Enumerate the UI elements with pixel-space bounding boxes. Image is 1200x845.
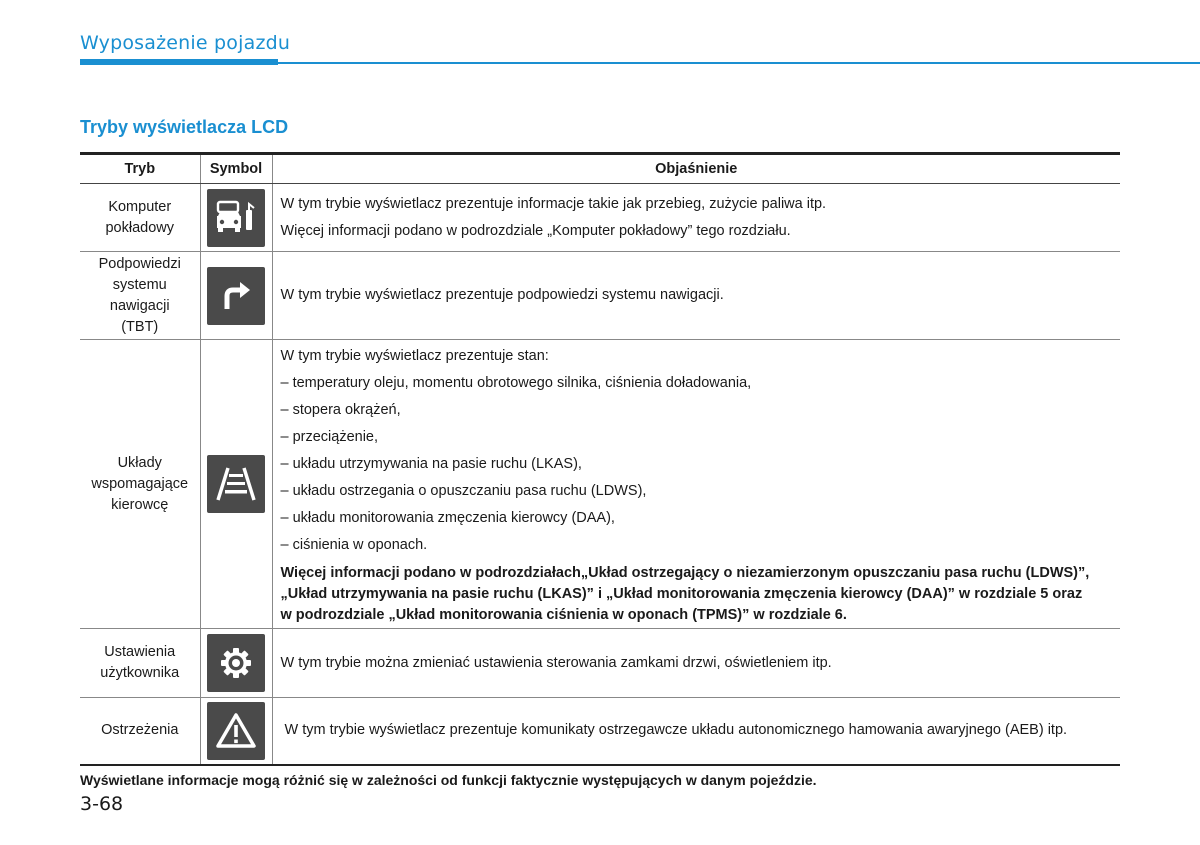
table-row-warnings [80,698,1120,765]
reference-note-line: Więcej informacji podano w podrozdziałach„Układ ostrzegający o niezamierzonym opuszczaniu pasa ruchu (LDWS)”, [280,564,1090,581]
table-row-user-settings [80,629,1120,698]
mode-cell [80,340,200,629]
table-row-driver-assistance [80,340,1120,629]
description-cell [272,252,1120,340]
symbol-cell [200,629,272,698]
description-line: – temperatury oleju, momentu obrotowego silnika, ciśnienia doładowania, [280,374,752,391]
warning-triangle-icon [207,702,265,760]
description-line: W tym trybie wyświetlacz prezentuje stan: [280,347,549,364]
lane-assist-icon [207,455,265,513]
page-number: 3-68 [80,793,124,815]
mode-label-line: Komputer [108,198,172,215]
symbol-cell [200,252,272,340]
column-header-mode: Tryb [80,154,200,184]
header-rule-accent [80,59,278,65]
description-line: – układu monitorowania zmęczenia kierowcy (DAA), [280,509,615,526]
mode-label-line: Podpowiedzi [98,255,181,272]
mode-label-line: Ustawienia [104,644,176,660]
description-line: – układu ostrzegania o opuszczaniu pasa ruchu (LDWS), [280,482,647,499]
description-line: W tym trybie wyświetlacz prezentuje komunikaty ostrzegawcze układu autonomicznego hamowania awaryjnego (AEB) itp. [284,722,1068,739]
symbol-cell [200,184,272,252]
turn-right-arrow-icon [207,267,265,325]
header-title: Wyposażenie pojazdu [80,32,291,54]
description-line: W tym trybie można zmieniać ustawienia sterowania zamkami drzwi, oświetleniem itp. [280,654,832,671]
mode-cell [80,252,200,340]
mode-label-line: pokładowy [105,219,174,236]
section-title: Tryby wyświetlacza LCD [80,117,289,137]
mode-cell [80,629,200,698]
description-line: Więcej informacji podano w podrozdziale „Komputer pokładowy” tego rozdziału. [280,222,791,239]
mode-cell [80,698,200,765]
table-header-row [80,154,1120,184]
description-cell [272,629,1120,698]
description-cell [272,184,1120,252]
column-header-description: Objaśnienie [272,154,1120,184]
description-line: – stopera okrążeń, [280,401,401,418]
mode-label-line: nawigacji [109,297,170,314]
table-row-navigation [80,252,1120,340]
symbol-cell [200,340,272,629]
mode-label-line: (TBT) [121,318,159,335]
footer-note: Wyświetlane informacje mogą różnić się w zależności od funkcji faktycznie występujących w danym pojeździe. [80,772,817,788]
gear-icon [207,634,265,692]
reference-note-line: w podrozdziale „Układ monitorowania ciśnienia w oponach (TPMS)” w rozdziale 6. [280,606,847,623]
trip-computer-icon [207,189,265,247]
mode-label-line: systemu [112,276,167,293]
description-line: – przeciążenie, [280,428,379,445]
mode-label-line: wspomagające [91,475,189,492]
symbol-cell [200,698,272,765]
mode-label-line: użytkownika [100,665,180,681]
mode-label-line: Ostrzeżenia [101,722,179,739]
description-line: – ciśnienia w oponach. [280,536,428,553]
description-line: W tym trybie wyświetlacz prezentuje podpowiedzi systemu nawigacji. [280,287,724,303]
mode-cell [80,184,200,252]
description-line: W tym trybie wyświetlacz prezentuje informacje takie jak przebieg, zużycie paliwa itp. [280,195,827,212]
mode-label-line: kierowcę [111,496,169,513]
description-cell [272,340,1120,629]
lcd-modes-table [80,152,1120,766]
description-cell [272,698,1120,765]
column-header-symbol: Symbol [200,154,272,184]
mode-label-line: Układy [117,454,162,471]
reference-note [281,563,1115,626]
table-row-trip-computer [80,184,1120,252]
reference-note-line: „Układ utrzymywania na pasie ruchu (LKAS)” i „Układ monitorowania zmęczenia kierowcy (DAA)” w rozdziale 5 oraz [280,585,1083,602]
description-line: – układu utrzymywania na pasie ruchu (LKAS), [280,455,582,472]
